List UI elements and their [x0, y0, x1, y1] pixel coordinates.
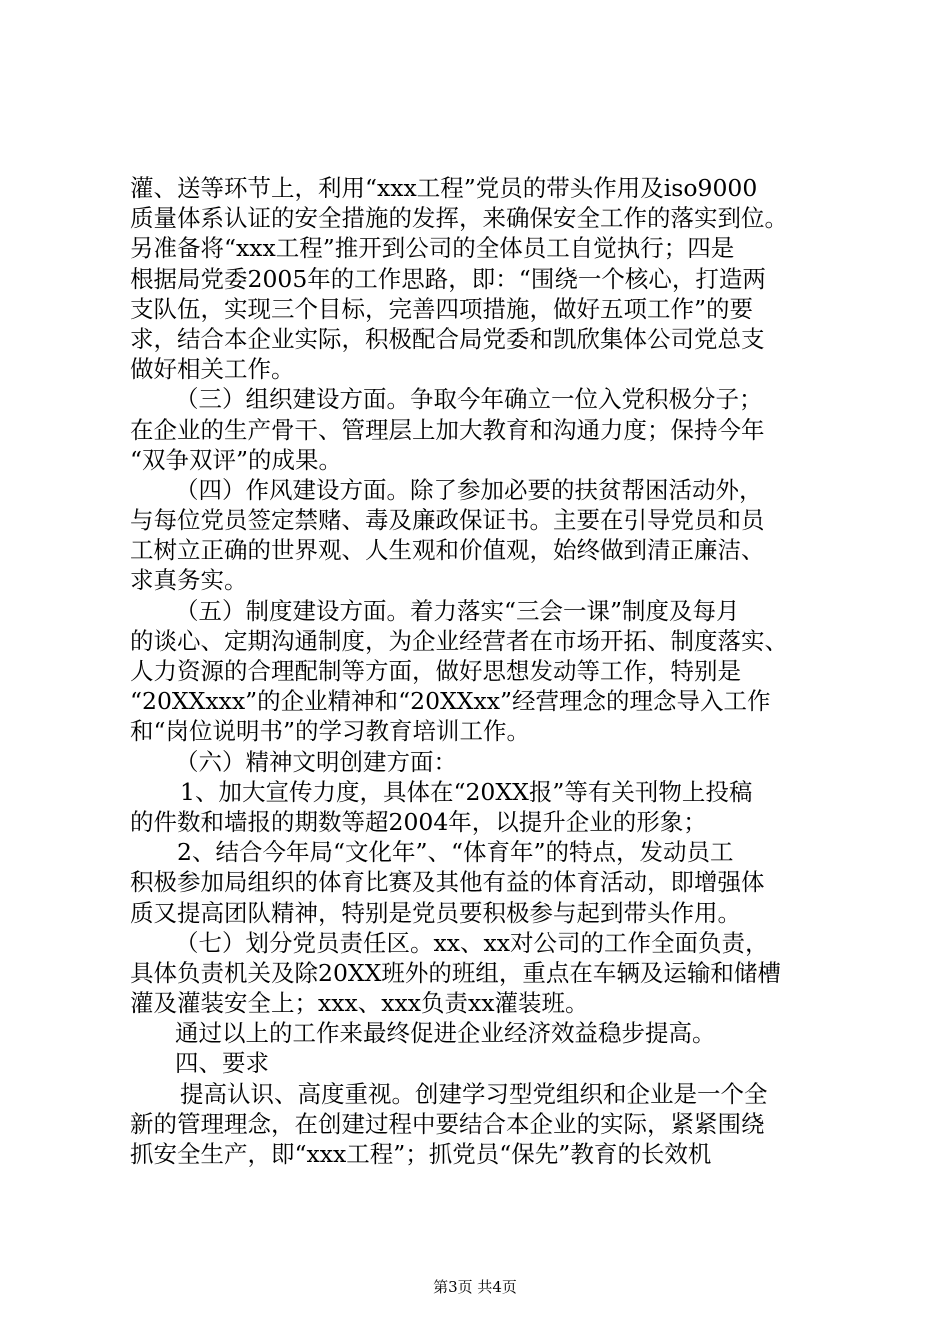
- text-line: 求，结合本企业实际，积极配合局党委和凯欣集体公司党总支: [130, 324, 765, 353]
- section-heading: （五）制度建设方面。着力落实“三会一课”制度及每月: [175, 596, 740, 625]
- text-line: 灌及灌装安全上；xxx、xxx负责xx灌装班。: [130, 989, 589, 1018]
- text-line: 提高认识、高度重视。创建学习型党组织和企业是一个全: [180, 1079, 768, 1108]
- section-heading: （三）组织建设方面。争取今年确立一位入党积极分子；: [175, 385, 763, 414]
- text-line: 和“岗位说明书”的学习教育培训工作。: [130, 717, 531, 746]
- text-line: 另准备将“xxx工程”推开到公司的全体员工自觉执行；四是: [130, 234, 735, 263]
- text-line: 灌、送等环节上，利用“xxx工程”党员的带头作用及iso9000: [130, 174, 758, 202]
- text-line: 的件数和墙报的期数等超2004年，以提升企业的形象；: [130, 807, 707, 836]
- section-heading: （四）作风建设方面。除了参加必要的扶贫帮困活动外，: [175, 475, 763, 504]
- text-line: 的谈心、定期沟通制度，为企业经营者在市场开拓、制度落实、: [130, 626, 788, 655]
- section-heading: （七）划分党员责任区。xx、xx对公司的工作全面负责，: [175, 928, 769, 957]
- list-item: 2、结合今年局“文化年”、“体育年”的特点，发动员工: [177, 838, 734, 867]
- text-line: 根据局党委2005年的工作思路，即：“围绕一个核心，打造两: [130, 264, 766, 293]
- text-line: 抓安全生产，即“xxx工程”；抓党员“保先”教育的长效机: [130, 1140, 712, 1168]
- text-line: 支队伍，实现三个目标，完善四项措施，做好五项工作”的要: [130, 294, 754, 323]
- text-line: “20XXxxx”的企业精神和“20XXxx”经营理念的理念导入工作: [130, 687, 771, 716]
- section-heading: 四、要求: [175, 1049, 269, 1078]
- text-line: 人力资源的合理配制等方面，做好思想发动等工作，特别是: [130, 657, 741, 685]
- document-body: [130, 173, 830, 1169]
- text-line: 在企业的生产骨干、管理层上加大教育和沟通力度；保持今年: [130, 415, 765, 444]
- text-line: 质量体系认证的安全措施的发挥，来确保安全工作的落实到位。: [130, 204, 788, 233]
- text-line: 通过以上的工作来最终促进企业经济效益稳步提高。: [175, 1019, 716, 1048]
- text-line: 积极参加局组织的体育比赛及其他有益的体育活动，即增强体: [130, 868, 765, 897]
- list-item: 1、加大宣传力度，具体在“20XX报”等有关刊物上投稿: [180, 777, 753, 806]
- text-line: 质又提高团队精神，特别是党员要积极参与起到带头作用。: [130, 898, 741, 927]
- text-line: 求真务实。: [130, 566, 248, 595]
- text-line: “双争双评”的成果。: [130, 445, 343, 474]
- text-line: 与每位党员签定禁赌、毒及廉政保证书。主要在引导党员和员: [130, 506, 765, 535]
- text-line: 做好相关工作。: [130, 355, 295, 384]
- text-line: 具体负责机关及除20XX班外的班组，重点在车辆及运输和储槽: [130, 958, 781, 987]
- section-heading: （六）精神文明创建方面：: [175, 747, 457, 776]
- text-line: 工树立正确的世界观、人生观和价值观，始终做到清正廉洁、: [130, 536, 765, 565]
- text-line: 新的管理理念，在创建过程中要结合本企业的实际，紧紧围绕: [130, 1109, 765, 1138]
- page-number-footer: 第3页 共4页: [433, 1278, 517, 1296]
